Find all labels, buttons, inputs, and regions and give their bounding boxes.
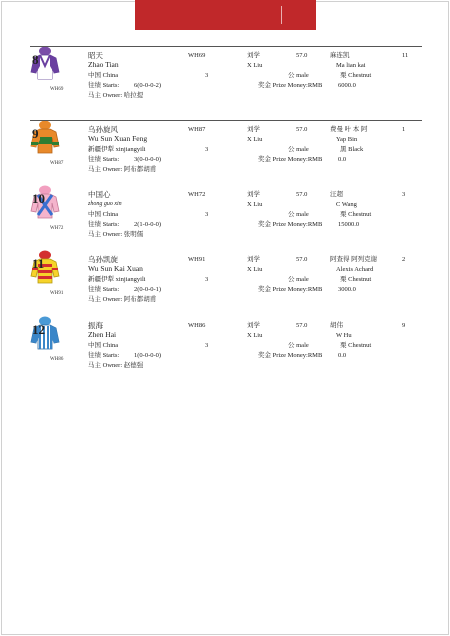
prize-label: 奖金 Prize Money:RMB [258, 82, 323, 89]
horse-name-cn: 乌孙凯旋 [88, 255, 118, 264]
draw: 3 [205, 276, 209, 283]
horse-color: 栗 Chestnut [340, 72, 372, 79]
silk-code: WH72 [50, 226, 64, 231]
horse-name-en: Zhen Hai [88, 330, 117, 339]
trainer-name-cn: 麻连凯 [330, 52, 350, 59]
horse-origin: 新疆伊犁 xinjiangyili [88, 276, 146, 283]
horse-name-cn: 中国心 [88, 190, 111, 199]
starts-value: 6(0-0-0-2) [134, 82, 162, 89]
starts-label: 往绩 Starts: [88, 82, 120, 89]
owner: 马主 Owner: 张明儒 [88, 231, 144, 238]
trainer-name-en: Alexis Achard [336, 266, 374, 273]
horse-color: 黑 Black [340, 146, 364, 153]
rank: 9 [402, 322, 406, 329]
horse-code: WH86 [188, 322, 206, 329]
weight: 57.0 [296, 322, 308, 329]
jockey-name-cn: 刘学 [247, 52, 260, 59]
sex: 公 male [288, 146, 309, 153]
sex: 公 male [288, 211, 309, 218]
horse-code: WH87 [188, 126, 206, 133]
horse-name-cn: 昭天 [88, 51, 103, 60]
race-entry [30, 46, 422, 110]
saddle-number: 8 [32, 52, 39, 67]
silk-code: WH69 [50, 87, 64, 92]
owner: 马主 Owner: 阿布都胡甫 [88, 296, 157, 303]
rank: 11 [402, 52, 409, 59]
header-band [135, 0, 316, 30]
horse-color: 栗 Chestnut [340, 342, 372, 349]
trainer-name-cn: 费曼 叶 本 阿 [330, 126, 368, 133]
weight: 57.0 [296, 52, 308, 59]
prize-value: 15000.0 [338, 221, 360, 228]
prize-value: 6000.0 [338, 82, 356, 89]
prize-label: 奖金 Prize Money:RMB [258, 352, 323, 359]
saddle-number: 12 [32, 322, 45, 337]
silk-code: WH86 [50, 357, 64, 362]
starts-label: 往绩 Starts: [88, 221, 120, 228]
jockey-name-en: X Liu [247, 201, 263, 208]
trainer-name-cn: 汪超 [330, 191, 343, 198]
saddle-number: 10 [32, 191, 45, 206]
entry-divider [30, 46, 422, 47]
trainer-name-en: W Hu [336, 332, 352, 339]
saddle-number: 11 [32, 256, 45, 271]
sex: 公 male [288, 342, 309, 349]
horse-name-en: zhong guo xin [88, 201, 122, 207]
prize-label: 奖金 Prize Money:RMB [258, 286, 323, 293]
starts-label: 往绩 Starts: [88, 352, 120, 359]
jockey-name-cn: 刘学 [247, 126, 260, 133]
horse-code: WH91 [188, 256, 206, 263]
starts-label: 往绩 Starts: [88, 156, 120, 163]
draw: 3 [205, 72, 209, 79]
jockey-name-en: X Liu [247, 266, 263, 273]
draw: 3 [205, 342, 209, 349]
prize-value: 3000.0 [338, 286, 356, 293]
jockey-name-en: X Liu [247, 332, 263, 339]
race-entry [30, 120, 422, 184]
starts-value: 1(0-0-0-0) [134, 352, 162, 359]
horse-name-en: Zhao Tian [88, 60, 119, 69]
horse-origin: 中国 China [88, 211, 119, 218]
jockey-name-cn: 刘学 [247, 322, 260, 329]
horse-name-cn: 振海 [88, 321, 103, 330]
draw: 3 [205, 211, 209, 218]
trainer-name-cn: 阿查得 阿列克谢 [330, 256, 378, 263]
starts-value: 2(1-0-0-0) [134, 221, 162, 228]
horse-origin: 中国 China [88, 342, 119, 349]
weight: 57.0 [296, 256, 308, 263]
prize-value: 0.0 [338, 352, 347, 359]
starts-label: 往绩 Starts: [88, 286, 120, 293]
horse-name-en: Wu Sun Xuan Feng [88, 134, 148, 143]
trainer-name-en: C Wang [336, 201, 357, 208]
trainer-name-cn: 胡伟 [330, 322, 343, 329]
header-divider [281, 6, 282, 24]
sex: 公 male [288, 72, 309, 79]
horse-name-en: Wu Sun Kai Xuan [88, 264, 143, 273]
prize-label: 奖金 Prize Money:RMB [258, 221, 323, 228]
owner: 马主 Owner: 哈拉提 [88, 92, 144, 99]
trainer-name-en: Yap Bin [336, 136, 358, 143]
rank: 3 [402, 191, 406, 198]
horse-code: WH72 [188, 191, 206, 198]
horse-code: WH69 [188, 52, 206, 59]
trainer-name-en: Ma lian kai [336, 62, 366, 69]
jockey-name-cn: 刘学 [247, 191, 260, 198]
rank: 1 [402, 126, 406, 133]
horse-name-cn: 乌孙旋风 [88, 125, 118, 134]
race-entry [30, 250, 422, 314]
jockey-name-cn: 刘学 [247, 256, 260, 263]
starts-value: 2(0-0-0-1) [134, 286, 162, 293]
horse-origin: 中国 China [88, 72, 119, 79]
weight: 57.0 [296, 126, 308, 133]
owner: 马主 Owner: 阿布都胡甫 [88, 166, 157, 173]
sex: 公 male [288, 276, 309, 283]
jockey-name-en: X Liu [247, 136, 263, 143]
horse-origin: 新疆伊犁 xinjiangyili [88, 146, 146, 153]
prize-value: 0.0 [338, 156, 347, 163]
race-entry [30, 185, 422, 249]
starts-value: 3(0-0-0-0) [134, 156, 162, 163]
race-entry [30, 316, 422, 380]
rank: 2 [402, 256, 406, 263]
silk-code: WH91 [50, 291, 64, 296]
saddle-number: 9 [32, 126, 39, 141]
owner: 马主 Owner: 赵德强 [88, 362, 144, 369]
draw: 3 [205, 146, 209, 153]
jockey-name-en: X Liu [247, 62, 263, 69]
horse-color: 栗 Chestnut [340, 276, 372, 283]
silk-code: WH87 [50, 161, 64, 166]
prize-label: 奖金 Prize Money:RMB [258, 156, 323, 163]
horse-color: 栗 Chestnut [340, 211, 372, 218]
weight: 57.0 [296, 191, 308, 198]
entry-divider [30, 120, 422, 121]
